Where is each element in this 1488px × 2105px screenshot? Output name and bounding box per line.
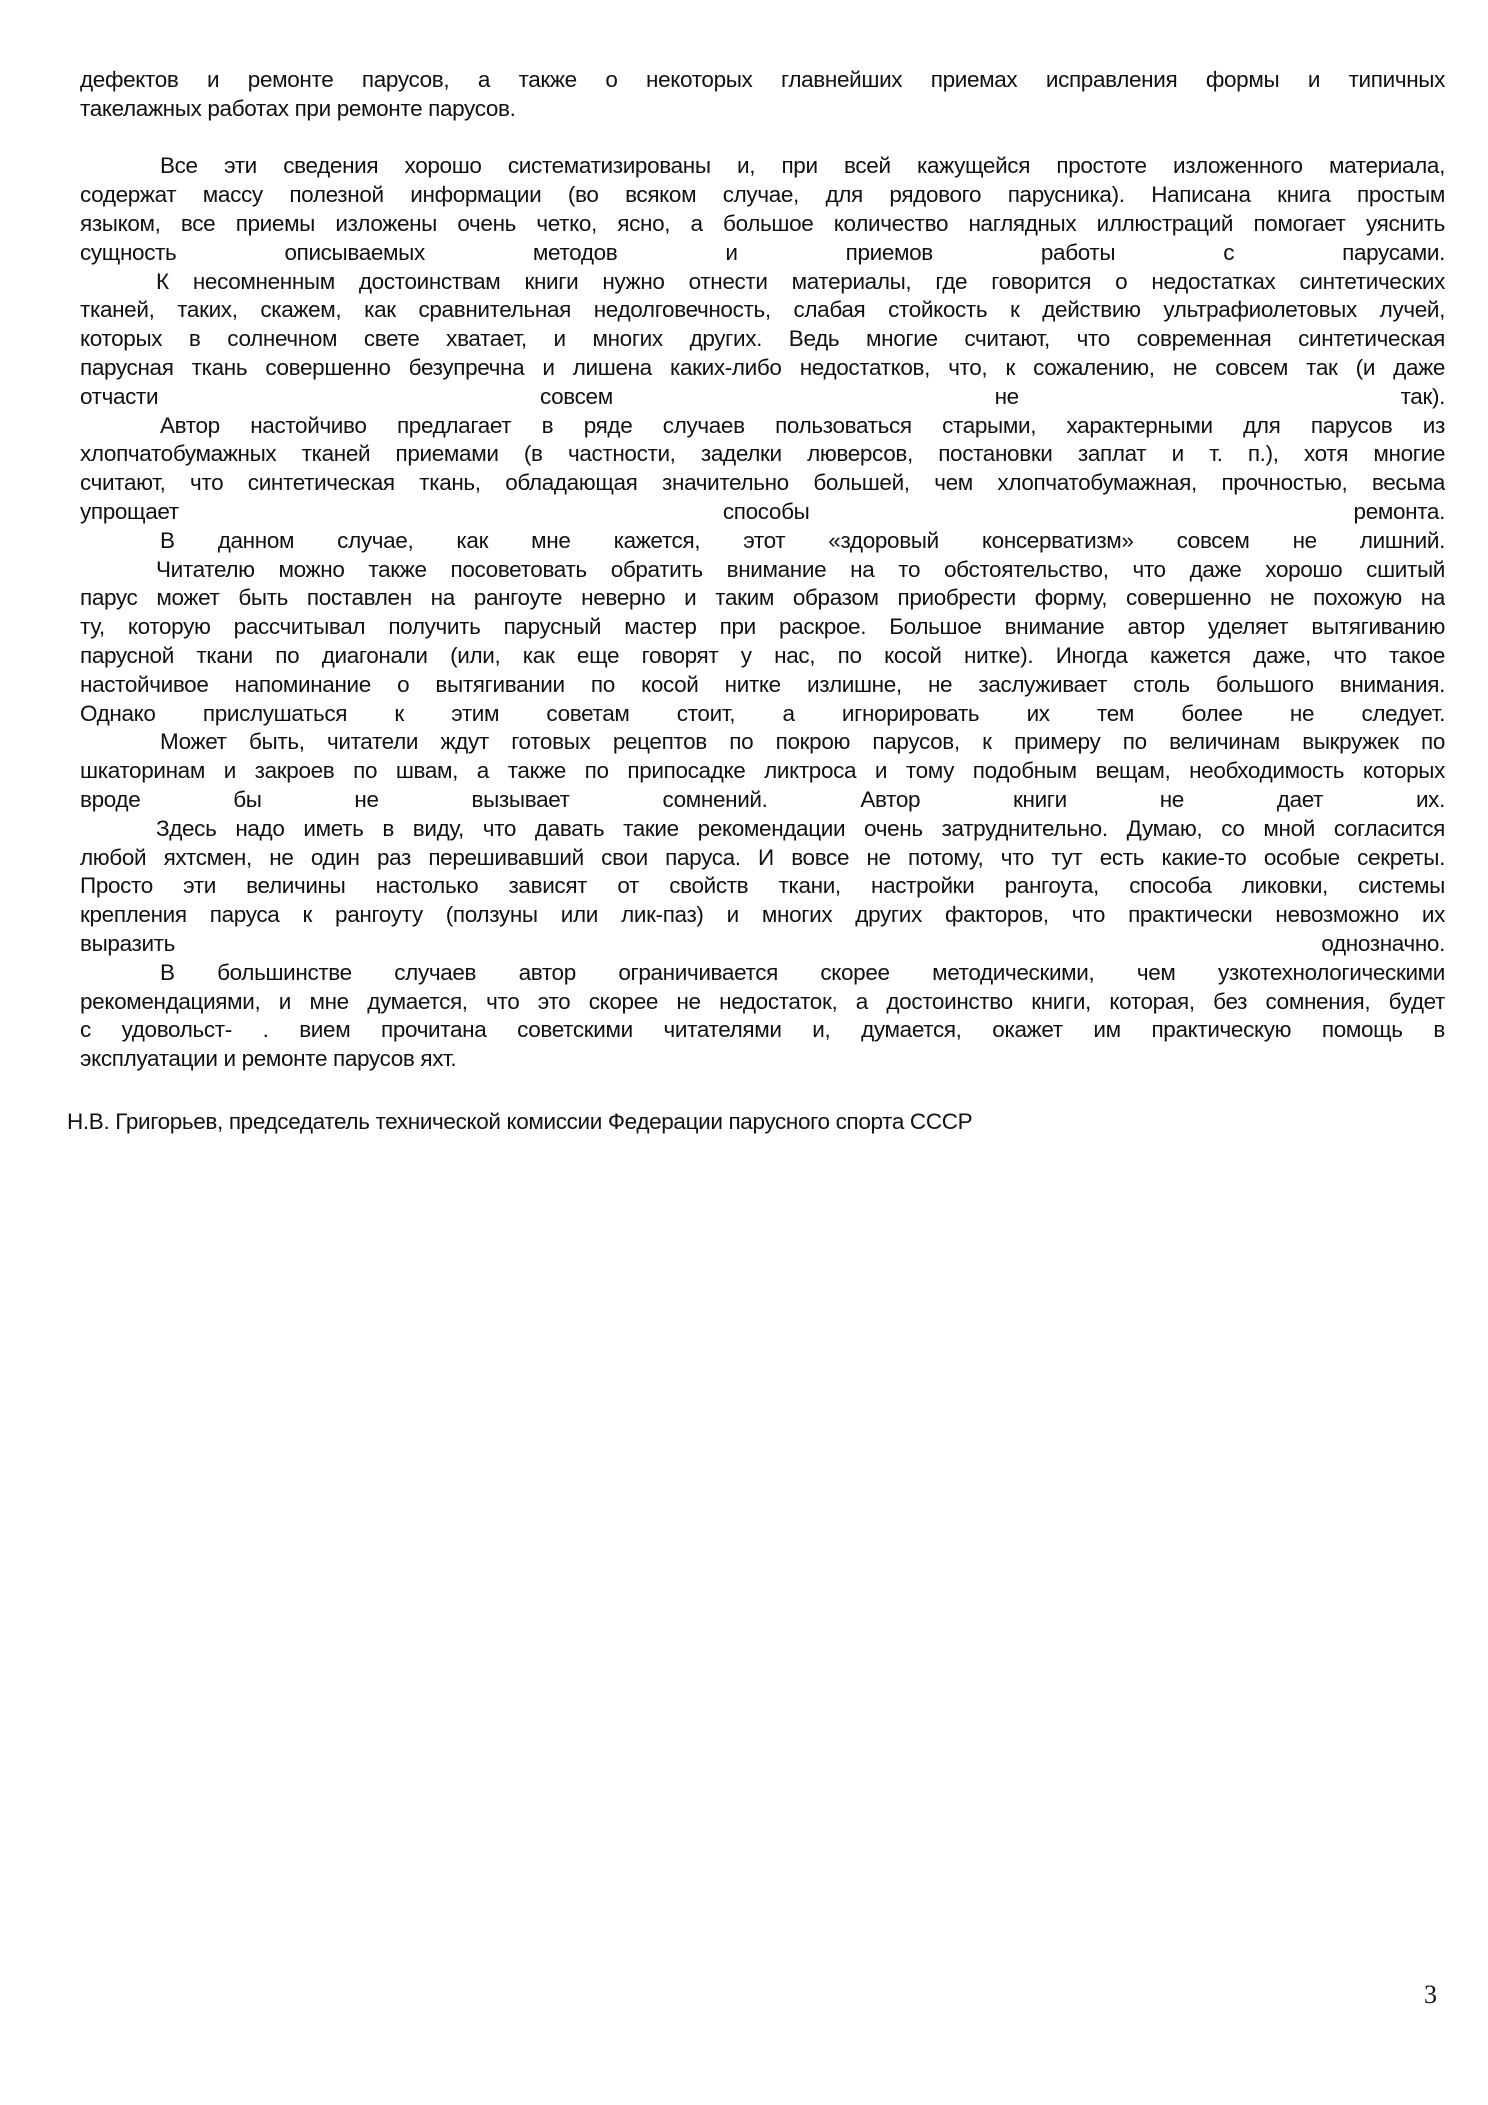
paragraph-start-line: Читателю можно также посоветовать обратить внимание на то обстоятельство, что даже хорошо сшитый	[156, 556, 1445, 582]
text-line: парусной ткани по диагонали (или, как еще говорят у нас, по косой нитке). Иногда кажется даже, что такое	[80, 642, 1445, 668]
text-line: Просто эти величины настолько зависят от свойств ткани, настройки рангоута, способа ликовки, системы	[80, 873, 1445, 899]
text-line: считают, что синтетическая ткань, обладающая значительно большей, чем хлопчатобумажная, прочностью, весьма	[80, 470, 1445, 496]
text-line: эксплуатации и ремонте парусов яхт.	[80, 1046, 457, 1072]
text-line: тканей, таких, скажем, как сравнительная недолговечность, слабая стойкость к действию ультрафиолетовых лучей,	[80, 297, 1445, 323]
text-line: выразить однозначно.	[80, 930, 1445, 956]
text-line: отчасти совсем не так).	[80, 383, 1445, 409]
text-line: такелажных работах при ремонте парусов.	[80, 95, 516, 121]
text-line: вроде бы не вызывает сомнений. Автор книги не дает их.	[80, 786, 1445, 812]
blank-line	[80, 124, 1445, 153]
paragraph-start-line: Автор настойчиво предлагает в ряде случаев пользоваться старыми, характерными для парусов из	[160, 412, 1445, 438]
text-line: дефектов и ремонте парусов, а также о некоторых главнейших приемах исправления формы и типичных	[80, 67, 1445, 92]
text-line: содержат массу полезной информации (во всяком случае, для рядового парусника). Написана книга простым	[80, 182, 1445, 208]
paragraph-start-line: К несомненным достоинствам книги нужно отнести материалы, где говорится о недостатках синтетических	[156, 268, 1445, 294]
author-signature: Н.В. Григорьев, председатель технической комиссии Федерации парусного спорта СССР	[67, 1109, 973, 1134]
text-line: рекомендациями, и мне думается, что это скорее не недостаток, а достоинство книги, которая, без сомнения, будет	[80, 988, 1445, 1014]
text-line: сущность описываемых методов и приемов работы с парусами.	[80, 239, 1445, 265]
text-line: с удовольст- . вием прочитана советскими читателями и, думается, окажет им практическую помощь в	[80, 1017, 1445, 1043]
text-line: Однако прислушаться к этим советам стоит, а игнорировать их тем более не следует.	[80, 700, 1445, 726]
paragraph-start-line: Все эти сведения хорошо систематизированы и, при всей кажущейся простоте изложенного материала,	[160, 153, 1445, 179]
text-line: любой яхтсмен, не один раз перешивавший свои паруса. И вовсе не потому, что тут есть какие-то особые секреты.	[80, 844, 1445, 870]
text-line: ту, которую рассчитывал получить парусный мастер при раскрое. Большое внимание автор уделяет вытягиванию	[80, 614, 1445, 640]
text-line: парус может быть поставлен на рангоуте неверно и таким образом приобрести форму, совершенно не похожую на	[80, 585, 1445, 611]
text-line: крепления паруса к рангоуту (ползуны или лик-паз) и многих других факторов, что практически невозможно их	[80, 902, 1445, 928]
text-line: упрощает способы ремонта.	[80, 498, 1445, 524]
document-body	[80, 66, 1445, 1074]
paragraph-start-line: Может быть, читатели ждут готовых рецептов по покрою парусов, к примеру по величинам выкружек по	[160, 729, 1445, 755]
page-number: 3	[1424, 1980, 1437, 2009]
paragraph-start-line: В большинстве случаев автор ограничивается скорее методическими, чем узкотехнологическими	[160, 959, 1445, 985]
text-line: парусная ткань совершенно безупречна и лишена каких-либо недостатков, что, к сожалению, не совсем так (и даже	[80, 354, 1445, 380]
text-line: настойчивое напоминание о вытягивании по косой нитке излишне, не заслуживает столь большого внимания.	[80, 671, 1445, 697]
text-line: языком, все приемы изложены очень четко, ясно, а большое количество наглядных иллюстраций помогает уяснить	[80, 210, 1445, 236]
paragraph-start-line: В данном случае, как мне кажется, этот «здоровый консерватизм» совсем не лишний.	[160, 527, 1445, 553]
text-line: шкаторинам и закроев по швам, а также по припосадке ликтроса и тому подобным вещам, необходимость которых	[80, 758, 1445, 784]
text-line: хлопчатобумажных тканей приемами (в частности, заделки люверсов, постановки заплат и т. п.), хотя многие	[80, 441, 1445, 467]
text-line: которых в солнечном свете хватает, и многих других. Ведь многие считают, что современная синтетическая	[80, 326, 1445, 352]
paragraph-start-line: Здесь надо иметь в виду, что давать такие рекомендации очень затруднительно. Думаю, со мной согласится	[156, 815, 1445, 841]
